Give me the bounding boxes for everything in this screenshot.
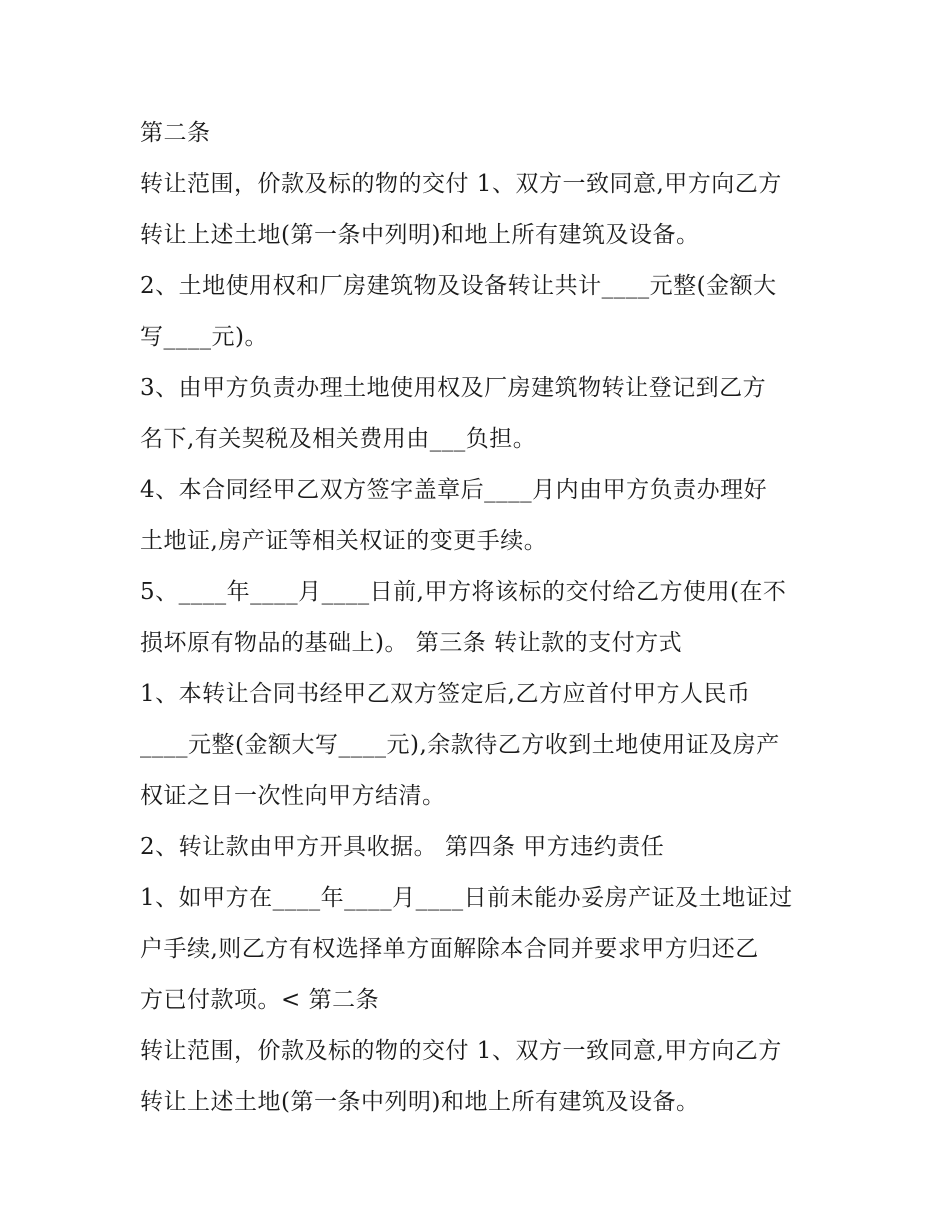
text-line: 名下,有关契税及相关费用由___负担。 (140, 426, 537, 452)
text-line: 5、____年____月____日前,甲方将该标的交付给乙方使用(在不 (140, 579, 787, 605)
text-line: 第二条 (140, 120, 211, 146)
text-line: 2、转让款由甲方开具收据。 第四条 甲方违约责任 (140, 834, 665, 860)
text-line: 转让范围，价款及标的物的交付 1、双方一致同意,甲方向乙方 (140, 1038, 782, 1064)
text-line: 方已付款项。< 第二条 (140, 987, 380, 1013)
text-line: ____元整(金额大写____元),余款待乙方收到土地使用证及房产 (140, 732, 780, 758)
text-line: 2、土地使用权和厂房建筑物及设备转让共计____元整(金额大 (140, 273, 777, 299)
text-line: 损坏原有物品的基础上)。 第三条 转让款的支付方式 (140, 630, 683, 656)
text-line: 4、本合同经甲乙双方签字盖章后____月内由甲方负责办理好 (140, 477, 768, 503)
contract-text (140, 108, 820, 1128)
text-line: 写____元)。 (140, 324, 268, 350)
text-line: 转让范围，价款及标的物的交付 1、双方一致同意,甲方向乙方 (140, 171, 782, 197)
text-line: 1、本转让合同书经甲乙双方签定后,乙方应首付甲方人民币 (140, 681, 751, 707)
text-line: 转让上述土地(第一条中列明)和地上所有建筑及设备。 (140, 222, 700, 248)
text-line: 户手续,则乙方有权选择单方面解除本合同并要求甲方归还乙 (140, 936, 759, 962)
text-line: 1、如甲方在____年____月____日前未能办妥房产证及土地证过 (140, 885, 793, 911)
text-line: 转让上述土地(第一条中列明)和地上所有建筑及设备。 (140, 1089, 700, 1115)
text-line: 权证之日一次性向甲方结清。 (140, 783, 446, 809)
text-line: 土地证,房产证等相关权证的变更手续。 (140, 528, 548, 554)
text-line: 3、由甲方负责办理土地使用权及厂房建筑物转让登记到乙方 (140, 375, 767, 401)
